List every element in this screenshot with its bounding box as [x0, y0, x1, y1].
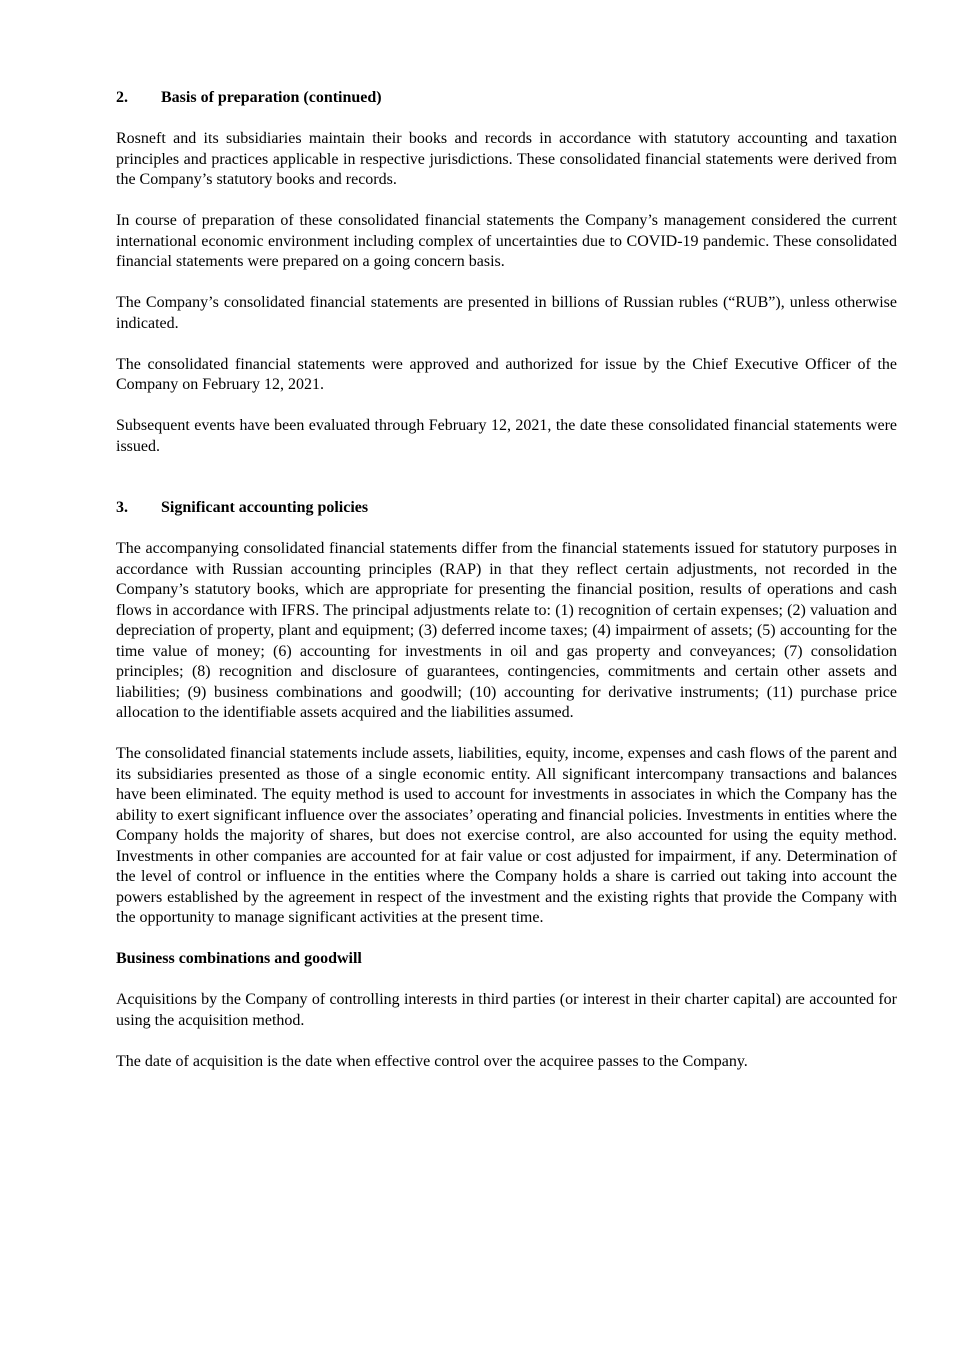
business-combinations-paragraph-2: The date of acquisition is the date when effective control over the acquiree passes to the Company.: [116, 1052, 748, 1070]
section-3-title: Significant accounting policies: [161, 499, 369, 516]
section-2-paragraph-2: In course of preparation of these consolidated financial statements the Company’s management considered the current international economic environment including complex of uncertainties due to COVID-19 pandemic. These consolidated financial statements were prepared on a going concern basis.: [116, 212, 897, 270]
business-combinations-heading: Business combinations and goodwill: [116, 950, 362, 967]
section-2-heading: [116, 88, 897, 109]
section-3-paragraph-1: The accompanying consolidated financial statements differ from the financial statements issued for statutory purposes in accordance with Russian accounting principles (RAP) in that they reflect certain adjustments, not recorded in the Company’s statutory books, which are appropriate for presenting the financial position, results of operations and cash flows in accordance with IFRS. The principal adjustments relate to: (1) recognition of certain expenses; (2) valuation and depreciation of property, plant and equipment; (3) deferred income taxes; (4) impairment of assets; (5) accounting for the time value of money; (6) accounting for investments in oil and gas property and conveyances; (7) consolidation principles; (8) recognition and disclosure of guarantees, contingencies, commitments and certain other assets and liabilities; (9) business combinations and goodwill; (10) accounting for derivative instruments; (11) purchase price allocation to the identifiable assets acquired and the liabilities assumed.: [116, 540, 897, 721]
section-2-paragraph-4: The consolidated financial statements were approved and authorized for issue by the Chief Executive Officer of the Company on February 12, 2021.: [116, 355, 897, 393]
section-2-paragraph-5: Subsequent events have been evaluated through February 12, 2021, the date these consolidated financial statements were issued.: [116, 417, 897, 455]
section-3-heading: [116, 498, 897, 519]
section-2-title: Basis of preparation (continued): [161, 89, 382, 106]
document-page: [116, 88, 897, 1072]
section-2-number: 2.: [116, 89, 128, 106]
section-3-paragraph-2: The consolidated financial statements include assets, liabilities, equity, income, expenses and cash flows of the parent and its subsidiaries presented as those of a single economic entity. All significant intercompany transactions and balances have been eliminated. The equity method is used to account for investments in associates in which the Company has the ability to exert significant influence over the associates’ operating and financial policies. Investments in entities where the Company holds the majority of shares, but does not exercise control, are also accounted for using the equity method. Investments in other companies are accounted for at fair value or cost adjusted for impairment, if any. Determination of the level of control or influence in the entities where the Company holds a share is carried out taking into account the powers established by the agreement in respect of the investment and the existing rights that provide the Company with the opportunity to manage significant activities at the present time.: [116, 745, 897, 926]
section-2-paragraph-1: Rosneft and its subsidiaries maintain their books and records in accordance with statutory accounting and taxation principles and practices applicable in respective jurisdictions. These consolidated financial statements were derived from the Company’s statutory books and records.: [116, 130, 897, 188]
section-3-number: 3.: [116, 499, 128, 516]
section-2-paragraph-3: The Company’s consolidated financial statements are presented in billions of Russian rubles (“RUB”), unless otherwise indicated.: [116, 294, 897, 332]
business-combinations-paragraph-1: Acquisitions by the Company of controlling interests in third parties (or interest in their charter capital) are accounted for using the acquisition method.: [116, 991, 897, 1029]
